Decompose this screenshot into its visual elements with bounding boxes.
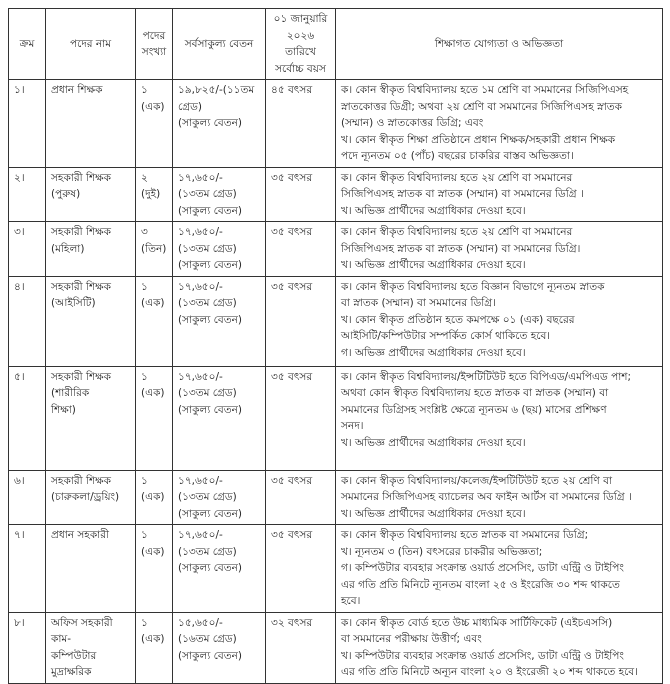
qualification-cell-line: এর গতি প্রতি মিনিটে অন্যূন বাংলা ২০ ও ইংরেজী ২০ শব্দ থাকতে হবে। — [341, 666, 638, 678]
post-name-cell-line: (চারুকলা/ড্রয়িং) — [51, 491, 120, 503]
qualification-cell-line: খ। অভিজ্ঞ প্রার্থীদের অগ্রাধিকার দেওয়া হবে। — [341, 436, 526, 449]
table-row — [9, 167, 663, 222]
salary-cell-line: (১৩তম গ্রেড) — [178, 242, 237, 255]
qualification-cell-line: (সম্মান) ও স্নাতকোত্তর ডিগ্রি; এবং — [341, 117, 484, 129]
qualification-cell — [336, 525, 663, 613]
post-name-cell — [46, 366, 136, 470]
qualification-cell-line: খ। কোন স্বীকৃত শিক্ষা প্রতিষ্ঠানে প্রধান শিক্ষক/সহকারী প্রধান শিক্ষক — [341, 133, 616, 146]
qualification-cell-line: ক। কোন স্বীকৃত বিশ্ববিদ্যালয় হতে ২য় শ্রেণি বা সমমানের — [341, 171, 573, 184]
qualification-cell-line: অথবা কোন স্বীকৃত বিশ্ববিদ্যালয় হতে স্নাতক বা স্নাতক (সম্মান) বা — [341, 387, 609, 399]
post-name-cell-line: সহকারী শিক্ষক — [51, 474, 112, 487]
salary-cell-line: ১৭,৬৫০/- — [178, 370, 223, 383]
salary-cell-line: ১৭,৬৫০/- — [178, 226, 223, 238]
qualification-cell — [336, 612, 663, 683]
header-serial: ক্রম — [9, 9, 46, 80]
table-row — [9, 525, 663, 613]
serial-cell: ৪। — [9, 276, 46, 366]
post-count-cell-line: ১ — [141, 280, 148, 293]
post-count-cell-line: ২ — [141, 171, 148, 184]
qualification-cell-line: সমমানের সিজিপিএসহ ব্যাচেলর অব ফাইন আর্টস বা সমমানের ডিগ্রি । — [341, 491, 632, 503]
post-count-cell-line: (দুই) — [141, 188, 161, 200]
qualification-cell-line: খ। অভিজ্ঞ প্রার্থীদের অগ্রাধিকার দেওয়া হবে। — [341, 204, 526, 217]
post-count-cell-line: ১ — [141, 370, 148, 383]
salary-cell-line: (১৩তম গ্রেড) — [178, 491, 237, 503]
salary-cell-line: ১৭,৬৫০/- — [178, 474, 223, 487]
salary-cell-line: (১৬তম গ্রেড) — [178, 633, 237, 645]
qualification-cell-line: হবে। — [341, 595, 361, 607]
post-count-cell-line: (তিন) — [141, 242, 167, 255]
qualification-cell-line: খ। অভিজ্ঞ প্রার্থীদের অগ্রাধিকার দেওয়া হবে। — [341, 507, 526, 520]
post-name-cell-line: সহকারী শিক্ষক — [51, 370, 112, 383]
salary-cell — [173, 80, 266, 168]
qualification-cell-line: ক। কোন স্বীকৃত বিশ্ববিদ্যালয় হতে ১ম শ্রেণি বা সমমানের সিজিপিএসহ — [341, 84, 629, 96]
post-name-cell — [46, 222, 136, 277]
salary-cell-line: (সাকুল্য বেতন) — [178, 403, 242, 416]
qualification-cell-line: খ। কোন স্বীকৃত প্রতিষ্ঠান হতে কমপক্ষে ০১ (এক) বছরের — [341, 313, 575, 326]
qualification-cell-line: খ। ন্যূনতম ৩ (তিন) বৎসরের চাকরীর অভিজ্ঞতা; — [341, 545, 543, 558]
qualification-cell — [336, 470, 663, 525]
post-name-cell-line: (মহিলা) — [51, 242, 85, 255]
post-name-cell-line: মুদ্রাক্ষরিক — [51, 666, 92, 678]
max-age-cell: ৪৫ বৎসর — [266, 80, 336, 168]
post-count-cell-line: (এক) — [141, 545, 165, 558]
serial-cell: ২। — [9, 167, 46, 222]
post-name-cell-line: প্রধান শিক্ষক — [51, 84, 103, 96]
post-count-cell — [136, 167, 173, 222]
post-name-cell-line: (আইসিটি) — [51, 297, 96, 309]
serial-cell: ৩। — [9, 222, 46, 277]
max-age-cell: ৩৫ বৎসর — [266, 167, 336, 222]
table-row — [9, 612, 663, 683]
post-count-cell-line: (এক) — [141, 100, 165, 113]
salary-cell-line: (সাকুল্য বেতন) — [178, 259, 242, 271]
qualification-cell-line: বা সমমানের পরীক্ষায় উত্তীর্ণ; এবং — [341, 633, 482, 645]
post-name-cell-line: প্রধান সহকারী — [51, 529, 109, 541]
max-age-cell: ৩৫ বৎসর — [266, 222, 336, 277]
salary-cell — [173, 525, 266, 613]
post-name-cell — [46, 167, 136, 222]
salary-cell-line: (সাকুল্য বেতন) — [178, 313, 242, 326]
post-name-cell-line: (শারীরিক — [51, 387, 90, 399]
qualification-cell-line: ক। কোন স্বীকৃত বিশ্ববিদ্যালয় হতে বিজ্ঞান বিভাগে ন্যূনতম স্নাতক — [341, 280, 605, 293]
salary-cell-line: (১৩তম গ্রেড) — [178, 387, 237, 399]
qualification-cell-line: ক। কোন স্বীকৃত বিশ্ববিদ্যালয়/কলেজ/ইন্সটিটিউট হতে ২য় শ্রেণি বা — [341, 474, 612, 487]
post-count-cell — [136, 80, 173, 168]
serial-cell: ৮। — [9, 612, 46, 683]
qualification-cell-line: সিজিপিএসহ স্নাতক বা স্নাতক (সম্মান) বা সমমানের ডিগ্রি। — [341, 242, 581, 255]
salary-cell-line: (সাকুল্য বেতন) — [178, 562, 242, 574]
salary-cell — [173, 222, 266, 277]
max-age-cell: ৩৫ বৎসর — [266, 525, 336, 613]
serial-cell: ১। — [9, 80, 46, 168]
qualification-cell-line: গ। কম্পিউটার ব্যবহার সংক্রান্ত ওয়ার্ড প্রসেসিং, ডাটা এন্ট্রি ও টাইপিং — [341, 562, 624, 574]
qualification-cell-line: খ। কম্পিউটার ব্যবহার সংক্রান্ত ওয়ার্ড প্রসেসিং, ডাটা এন্ট্রি ও টাইপিং — [341, 649, 624, 662]
post-count-cell — [136, 366, 173, 470]
post-count-cell-line: ১ — [141, 84, 148, 96]
post-name-cell — [46, 612, 136, 683]
max-age-cell: ৩৫ বৎসর — [266, 470, 336, 525]
table-row — [9, 470, 663, 525]
qualification-cell-line: স্নাতকোত্তর ডিগ্রী; অথবা ২য় শ্রেণি বা সমমানের সিজিপিএসহ স্নাতক — [341, 100, 622, 113]
salary-cell — [173, 366, 266, 470]
salary-cell-line: ১৭,৬৫০/- — [178, 171, 223, 184]
qualification-cell-line: বা স্নাতক (সম্মান) বা সমমানের ডিগ্রি। — [341, 297, 496, 309]
post-name-cell — [46, 525, 136, 613]
max-age-cell: ৩৫ বৎসর — [266, 276, 336, 366]
post-count-cell-line: (এক) — [141, 297, 165, 309]
post-count-cell-line: (এক) — [141, 387, 165, 399]
post-name-cell-line: সহকারী শিক্ষক — [51, 226, 112, 238]
post-count-cell — [136, 222, 173, 277]
salary-cell-line: ১৭,৬৫০/- — [178, 280, 223, 293]
post-count-cell-line: (এক) — [141, 491, 165, 503]
salary-cell-line: (১৩তম গ্রেড) — [178, 188, 237, 200]
qualification-cell-line: ক। কোন স্বীকৃত বোর্ড হতে উচ্চ মাধ্যমিক সার্টিফিকেট (এইচএসসি) — [341, 616, 613, 629]
post-name-cell-line: কাম- — [51, 633, 72, 645]
salary-cell — [173, 612, 266, 683]
table-row — [9, 366, 663, 470]
post-count-cell-line: (এক) — [141, 633, 165, 645]
serial-cell: ৬। — [9, 470, 46, 525]
table-header — [9, 9, 663, 80]
header-age: ০১ জানুয়ারি ২০২৬ তারিখে সর্বোচ্চ বয়স — [266, 9, 336, 80]
salary-cell-line: গ্রেড) — [178, 100, 202, 113]
salary-cell-line: (সাকুল্য বেতন) — [178, 507, 242, 520]
qualification-cell — [336, 167, 663, 222]
post-name-cell — [46, 80, 136, 168]
post-name-cell-line: অফিস সহকারী — [51, 616, 113, 629]
qualification-cell-line: পদে ন্যূনতম ০৫ (পাঁচ) বছরের চাকরির বাস্তব অভিজ্ঞতা। — [341, 150, 574, 162]
salary-cell-line: (সাকুল্য বেতন) — [178, 649, 242, 662]
qualification-cell — [336, 222, 663, 277]
salary-cell — [173, 167, 266, 222]
header-count: পদের সংখ্যা — [136, 9, 173, 80]
serial-cell: ৫। — [9, 366, 46, 470]
qualification-cell-line: সমমানের ডিগ্রিসহ সংশ্লিষ্ট ক্ষেত্রে ন্যূনতম ৬ (ছয়) মাসের প্রশিক্ষণ — [341, 403, 607, 416]
table-row — [9, 222, 663, 277]
post-count-cell-line: ১ — [141, 616, 148, 629]
qualification-cell — [336, 366, 663, 470]
post-name-cell-line: (পুরুষ) — [51, 188, 81, 200]
qualification-cell-line: সনদ। — [341, 420, 364, 432]
salary-cell-line: ১৫,৬৫০/- — [178, 616, 223, 629]
salary-cell-line: (১৩তম গ্রেড) — [178, 545, 237, 558]
salary-cell-line: ১৯,৮২৫/-(১১তম — [178, 84, 255, 96]
qualification-cell-line: আইসিটি/কম্পিউটার সম্পর্কিত কোর্স থাকিতে হবে। — [341, 330, 551, 342]
table-row — [9, 80, 663, 168]
header-qualification: শিক্ষাগত যোগ্যতা ও অভিজ্ঞতা — [336, 9, 663, 80]
post-name-cell-line: সহকারী শিক্ষক — [51, 171, 112, 184]
qualification-cell-line: ক। কোন স্বীকৃত বিশ্ববিদ্যালয় হতে ২য় শ্রেণি বা সমমানের — [341, 226, 573, 238]
post-name-cell — [46, 276, 136, 366]
post-count-cell — [136, 470, 173, 525]
salary-cell-line: (১৩তম গ্রেড) — [178, 297, 237, 309]
post-count-cell-line: ১ — [141, 474, 148, 487]
recruitment-table — [8, 8, 663, 684]
header-salary: সর্বসাকুল্য বেতন — [173, 9, 266, 80]
post-count-cell-line: ৩ — [141, 226, 148, 238]
qualification-cell-line: ক। কোন স্বীকৃত বিশ্ববিদ্যালয় হতে স্নাতক বা সমমানের ডিগ্রি; — [341, 529, 589, 541]
post-count-cell-line: ১ — [141, 529, 148, 541]
qualification-cell-line: গ। অভিজ্ঞ প্রার্থীদের অগ্রাধিকার দেওয়া হবে। — [341, 346, 526, 359]
post-name-cell-line: শিক্ষা) — [51, 403, 76, 416]
qualification-cell — [336, 80, 663, 168]
post-count-cell — [136, 612, 173, 683]
salary-cell-line: (সাকুল্য বেতন) — [178, 117, 242, 129]
post-count-cell — [136, 276, 173, 366]
post-name-cell — [46, 470, 136, 525]
post-name-cell-line: সহকারী শিক্ষক — [51, 280, 112, 293]
salary-cell — [173, 470, 266, 525]
salary-cell-line: ১৭,৬৫০/- — [178, 529, 223, 541]
post-count-cell — [136, 525, 173, 613]
salary-cell-line: (সাকুল্য বেতন) — [178, 204, 242, 217]
qualification-cell — [336, 276, 663, 366]
post-name-cell-line: কম্পিউটার — [51, 649, 97, 662]
max-age-cell: ৩২ বৎসর — [266, 612, 336, 683]
qualification-cell-line: খ। অভিজ্ঞ প্রার্থীদের অগ্রাধিকার দেওয়া হবে। — [341, 259, 526, 271]
header-post: পদের নাম — [46, 9, 136, 80]
qualification-cell-line: ক। কোন স্বীকৃত বিশ্ববিদ্যালয়/ইন্সটিটিউট হতে বিপিএড/এমপিএড পাশ; — [341, 370, 632, 383]
max-age-cell: ৩৫ বৎসর — [266, 366, 336, 470]
qualification-cell-line: সিজিপিএসহ স্নাতক বা স্নাতক (সম্মান) বা সমমানের ডিগ্রি । — [341, 188, 584, 200]
serial-cell: ৭। — [9, 525, 46, 613]
qualification-cell-line: এর গতি প্রতি মিনিটে ন্যূনতম বাংলা ২৫ ও ইংরেজি ৩০ শব্দ থাকতে — [341, 578, 620, 591]
salary-cell — [173, 276, 266, 366]
table-row — [9, 276, 663, 366]
